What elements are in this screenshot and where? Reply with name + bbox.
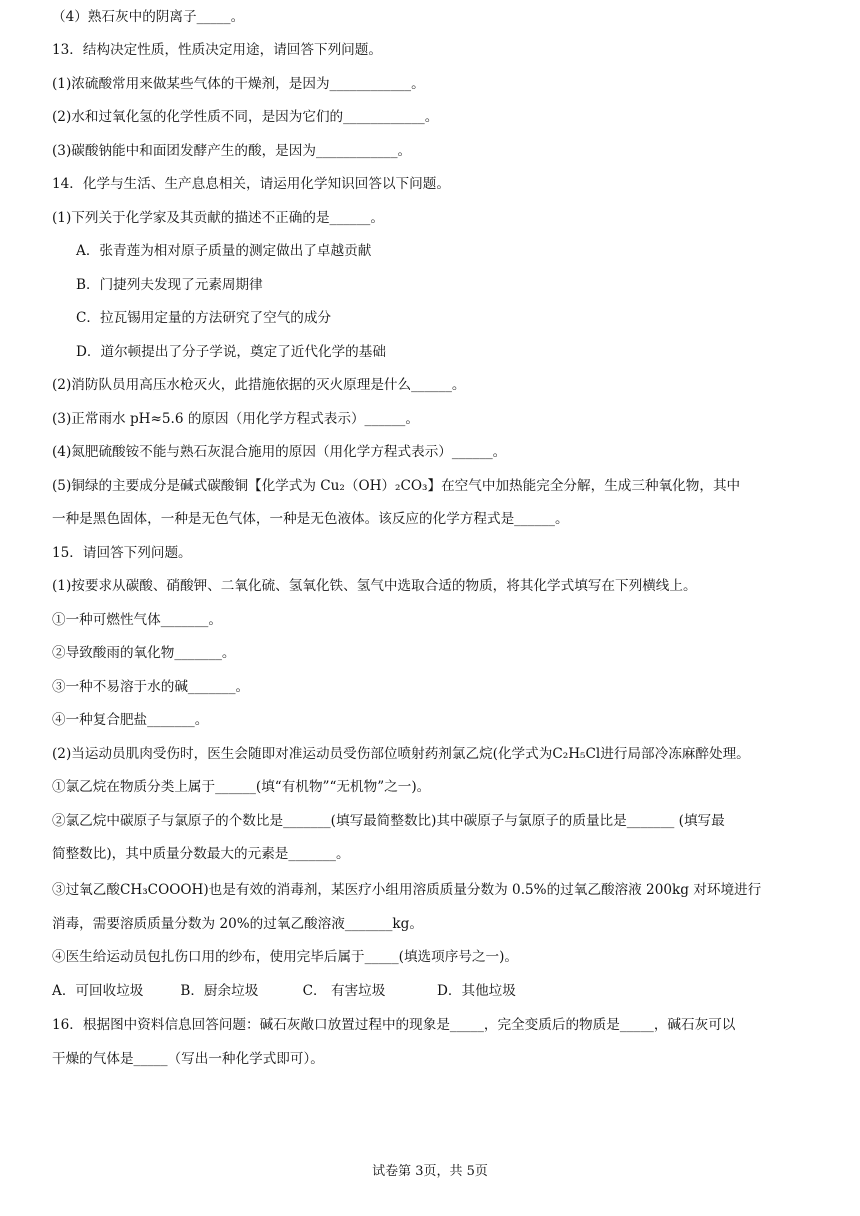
question-line: ③过氧乙酸CH₃COOOH)也是有效的消毒剂，某医疗小组用溶质质量分数为 0.5%的过氧乙酸溶液 200kg 对环境进行 [52, 882, 762, 898]
option-d: D．其他垃圾 [436, 983, 516, 999]
option-c: C． 有害垃圾 [302, 983, 386, 999]
question-line: (3)碳酸钠能中和面团发酵产生的酸，是因为____________。 [52, 143, 412, 159]
question-line: 干燥的气体是_____（写出一种化学式即可）。 [52, 1051, 324, 1067]
question-line: (5)铜绿的主要成分是碱式碳酸铜【化学式为 Cu₂（OH）₂CO₃】在空气中加热能完全分解，生成三种氧化物，其中 [52, 478, 741, 494]
question-line: (2)消防队员用高压水枪灭火，此措施依据的灭火原理是什么______。 [52, 377, 466, 393]
question-line: (1)浓硫酸常用来做某些气体的干燥剂，是因为____________。 [52, 76, 425, 92]
question-line: 15．请回答下列问题。 [52, 545, 192, 561]
choice-option: C．拉瓦锡用定量的方法研究了空气的成分 [76, 310, 332, 326]
choice-option: A．张青莲为相对原子质量的测定做出了卓越贡献 [76, 243, 372, 259]
question-line: ④一种复合肥盐_______。 [52, 712, 209, 728]
option-b: B．厨余垃圾 [180, 983, 259, 999]
question-line: (2)当运动员肌肉受伤时，医生会随即对准运动员受伤部位喷射药剂氯乙烷(化学式为C₂H₅Cl进行局部冷冻麻醉处理。 [52, 746, 750, 762]
question-line: ①氯乙烷在物质分类上属于______(填“有机物”“无机物”之一)。 [52, 779, 431, 795]
question-line: (4)氮肥硫酸铵不能与熟石灰混合施用的原因（用化学方程式表示）______。 [52, 444, 507, 460]
answer-options-row [52, 981, 516, 1001]
question-line: ③一种不易溶于水的碱_______。 [52, 679, 250, 695]
question-line: (1)按要求从碳酸、硝酸钾、二氧化硫、氢氧化铁、氢气中选取合适的物质，将其化学式填写在下列横线上。 [52, 578, 697, 594]
question-line: 16．根据图中资料信息回答问题：碱石灰敞口放置过程中的现象是_____，完全变质后的物质是_____，碱石灰可以 [52, 1017, 736, 1033]
question-line: 简整数比)，其中质量分数最大的元素是_______。 [52, 846, 350, 862]
choice-option: B．门捷列夫发现了元素周期律 [76, 277, 263, 293]
page-footer: 试卷第 3页，共 5页 [372, 1164, 488, 1179]
question-line: 13．结构决定性质，性质决定用途，请回答下列问题。 [52, 42, 382, 58]
question-line: 14．化学与生活、生产息息相关，请运用化学知识回答以下问题。 [52, 176, 450, 192]
question-line: ②氯乙烷中碳原子与氯原子的个数比是_______(填写最简整数比)其中碳原子与氯原子的质量比是_______ (填写最 [52, 813, 725, 829]
question-line: (3)正常雨水 pH≈5.6 的原因（用化学方程式表示）______。 [52, 411, 419, 427]
question-line: 消毒，需要溶质质量分数为 20%的过氧乙酸溶液_______kg。 [52, 916, 423, 932]
question-line: (2)水和过氧化氢的化学性质不同，是因为它们的____________。 [52, 109, 439, 125]
question-line: ②导致酸雨的氧化物_______。 [52, 645, 236, 661]
question-line: (1)下列关于化学家及其贡献的描述不正确的是______。 [52, 210, 384, 226]
question-line: （4）熟石灰中的阴离子_____。 [52, 9, 245, 25]
option-a: A．可回收垃圾 [52, 983, 144, 999]
question-line: ④医生给运动员包扎伤口用的纱布，使用完毕后属于_____(填选项序号之一)。 [52, 949, 518, 965]
question-line: ①一种可燃性气体_______。 [52, 612, 222, 628]
choice-option: D．道尔顿提出了分子学说，奠定了近代化学的基础 [76, 344, 386, 360]
question-line: 一种是黑色固体，一种是无色气体，一种是无色液体。该反应的化学方程式是______。 [52, 511, 569, 527]
